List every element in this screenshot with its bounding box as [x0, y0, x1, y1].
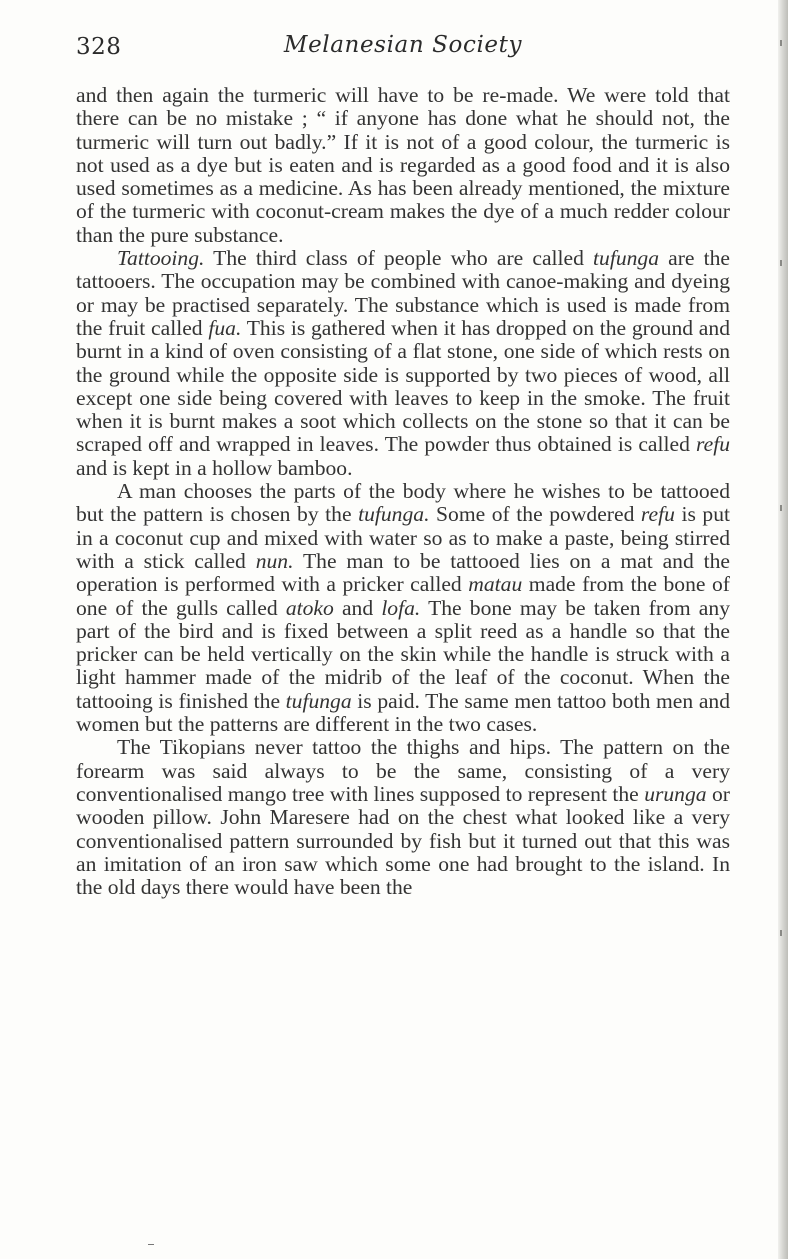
paragraph [76, 84, 730, 247]
text-run: The bone may be taken from any part of the bird and is fixed between a split reed as a handle so that the pricker can be held vertically on the skin while the handle is struck with a light hammer made of the midrib of the leaf of the coconut. When the tattooing is finished the [76, 595, 730, 713]
italic-term: refu [640, 502, 675, 527]
text-run: is paid. The same men tattoo both men and women but the patterns are different in the two cases. [76, 688, 731, 737]
text-run: The Tikopians never tattoo the thighs and hips. The pattern on the forearm was said always to be the same, consisting of a very conventionalised mango tree with lines supposed to represent the [76, 735, 730, 806]
italic-term: fua. [208, 315, 242, 340]
running-title: Melanesian Society [283, 32, 523, 58]
text-run: or wooden pillow. John Maresere had on the chest what looked like a very conventionalised pattern surrounded by fish but it turned out that this was an imitation of an iron saw which some one had brought to the island. In the old days there would have been the [76, 781, 730, 900]
edge-tick [780, 40, 782, 46]
text-run: and is kept in a hollow bamboo. [76, 455, 353, 480]
italic-term: Tattooing. [117, 246, 205, 271]
text-run: and then again the turmeric will have to be re-made. We were told that there can be no mistake ; “ if anyone has done what he should not, the turmeric will turn out badly.” If it is not of a good colour, the turmeric is not used as a dye but is eaten and is regarded as a good food and it is also used sometimes as a medicine. As has been already mentioned, the mixture of the turmeric with coconut-cream makes the dye of a much redder colour than the pure substance. [76, 83, 730, 247]
italic-term: tufunga. [358, 502, 430, 527]
italic-term: atoko [285, 595, 334, 620]
page-binding-edge [778, 0, 788, 1259]
text-run: and [333, 595, 382, 620]
page-number: 328 [76, 34, 122, 60]
italic-term: lofa. [381, 595, 421, 620]
paragraph [76, 736, 730, 899]
text-run: The man to be tattooed lies on a mat and the operation is performed with a pricker called [76, 548, 730, 597]
edge-tick [780, 505, 782, 511]
edge-tick [780, 930, 782, 936]
text-run: Some of the powdered [429, 502, 641, 527]
text-run: This is gathered when it has dropped on the ground and burnt in a kind of oven consisting of a flat stone, one side of which rests on the ground while the opposite side is supported by two pieces of wood, all except one side being covered with leaves to keep in the smoke. The fruit when it is burnt makes a soot which collects on the stone so that it can be scraped off and wrapped in leaves. The powder thus obtained is called [76, 315, 730, 457]
footer-mark [148, 1244, 154, 1245]
italic-term: matau [468, 572, 523, 597]
paragraph [76, 480, 730, 736]
italic-term: nun. [255, 548, 294, 573]
paragraph [76, 247, 730, 480]
italic-term: tufunga [593, 246, 660, 271]
text-run: The third class of people who are called [204, 246, 594, 271]
text-run: A man chooses the parts of the body where he wishes to be tattooed but the pattern is chosen by the [76, 479, 730, 527]
italic-term: urunga [644, 781, 707, 806]
text-run: is put in a coconut cup and mixed with water so as to make a paste, being stirred with a stick called [76, 502, 730, 573]
body-text [76, 84, 730, 899]
page-header [76, 30, 730, 70]
text-run: are the tattooers. The occupation may be combined with canoe-making and dyeing or may be practised separately. The substance which is used is made from the fruit called [76, 246, 731, 340]
italic-term: refu [696, 432, 730, 457]
edge-tick [780, 260, 782, 266]
text-run: made from the bone of one of the gulls called [76, 572, 730, 620]
italic-term: tufunga [285, 688, 352, 713]
